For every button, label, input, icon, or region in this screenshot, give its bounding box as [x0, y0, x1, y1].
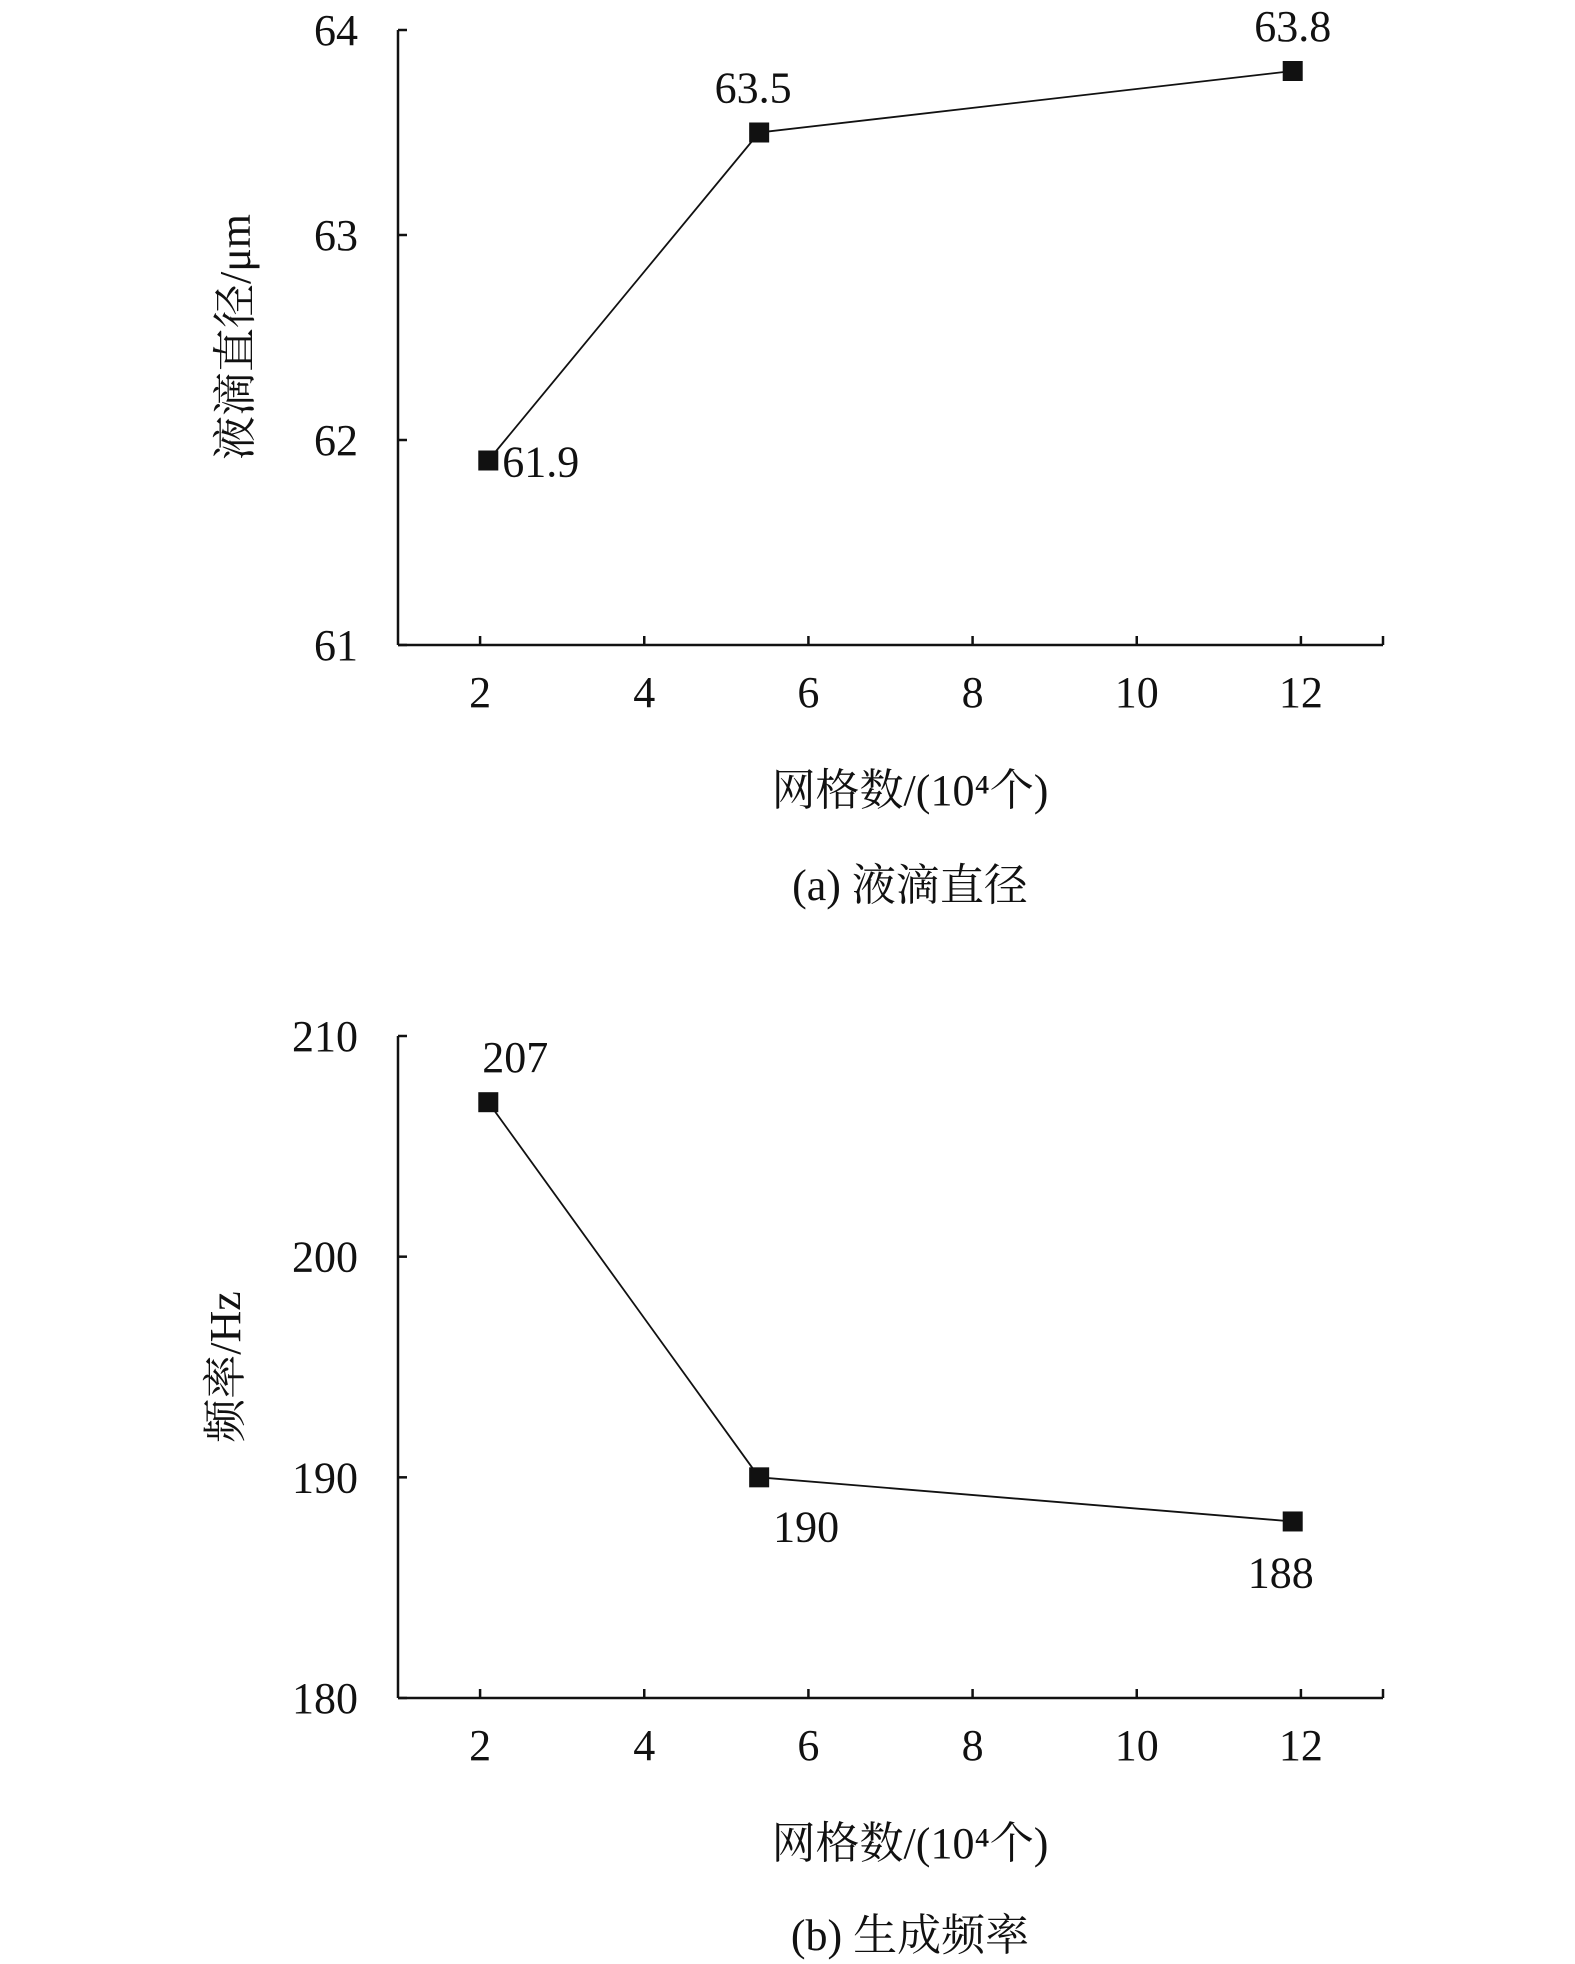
- chart-caption: (b) 生成频率: [790, 1911, 1030, 1960]
- data-label: 61.9: [502, 437, 580, 487]
- chart-panel-b: [201, 1012, 1383, 1960]
- data-label: 207: [482, 1033, 549, 1083]
- series-line: [488, 1102, 1292, 1521]
- data-point-marker: [478, 451, 498, 471]
- data-point-marker: [749, 123, 769, 143]
- y-tick-label: 200: [292, 1232, 358, 1282]
- y-tick-label: 210: [292, 1012, 358, 1061]
- x-tick-label: 8: [961, 668, 984, 717]
- x-axis-title: 网格数/(10⁴个): [771, 1819, 1049, 1868]
- x-tick-label: 6: [797, 668, 820, 717]
- x-tick-label: 8: [961, 1721, 984, 1770]
- y-axis-title: 液滴直径/μm: [211, 213, 260, 461]
- data-point-marker: [478, 1092, 498, 1112]
- y-tick-label: 62: [314, 416, 358, 465]
- x-axis-title: 网格数/(10⁴个): [771, 766, 1049, 815]
- x-tick-label: 2: [469, 668, 492, 717]
- chart-panel-a: [211, 2, 1383, 910]
- y-tick-label: 64: [314, 6, 358, 55]
- y-tick-label: 190: [292, 1453, 358, 1503]
- data-label: 188: [1247, 1548, 1314, 1598]
- ticks: [314, 6, 1383, 717]
- series: [478, 1033, 1313, 1597]
- y-tick-label: 180: [292, 1674, 358, 1723]
- x-tick-label: 4: [633, 668, 656, 717]
- ticks: [292, 1012, 1383, 1770]
- data-label: 63.8: [1254, 2, 1332, 51]
- data-point-marker: [1283, 61, 1303, 81]
- y-tick-label: 61: [314, 621, 358, 670]
- y-tick-label: 63: [314, 211, 358, 260]
- x-tick-label: 12: [1278, 1721, 1323, 1770]
- x-tick-label: 2: [469, 1721, 492, 1770]
- series: [478, 2, 1331, 487]
- x-tick-label: 4: [633, 1721, 656, 1770]
- data-label: 190: [773, 1502, 840, 1552]
- series-line: [488, 71, 1292, 461]
- data-point-marker: [749, 1467, 769, 1487]
- data-label: 63.5: [714, 63, 792, 113]
- chart-caption: (a) 液滴直径: [792, 861, 1028, 910]
- x-tick-label: 12: [1278, 668, 1323, 717]
- data-point-marker: [1283, 1511, 1303, 1531]
- x-tick-label: 10: [1114, 1721, 1159, 1770]
- x-tick-label: 6: [797, 1721, 820, 1770]
- y-axis-title: 频率/Hz: [201, 1291, 250, 1443]
- x-tick-label: 10: [1114, 668, 1159, 717]
